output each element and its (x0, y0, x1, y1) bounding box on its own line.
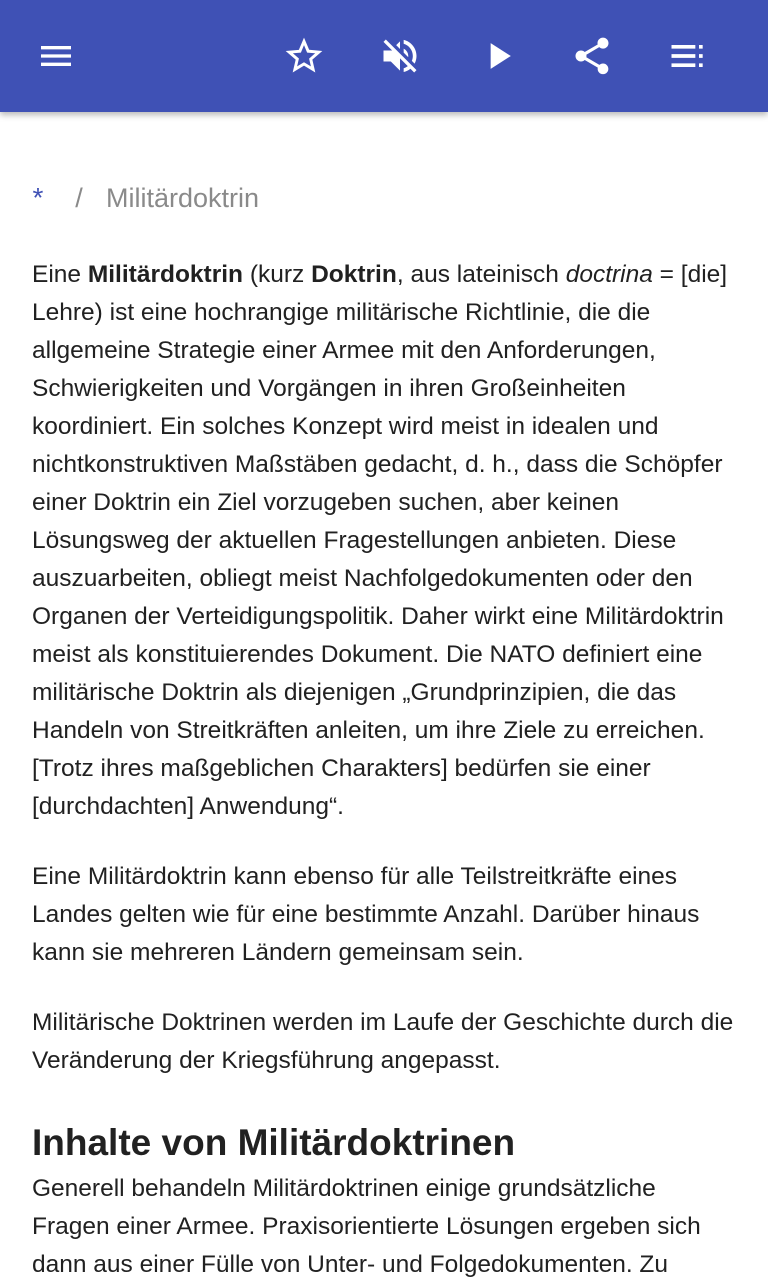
playlist-icon (666, 34, 710, 78)
mute-button[interactable] (372, 28, 428, 84)
paragraph-3: Militärische Doktrinen werden im Laufe der Geschichte durch die Veränderung der Kriegsführung angepasst. (32, 1009, 734, 1074)
favorite-button[interactable] (276, 28, 332, 84)
star-outline-icon (282, 34, 326, 78)
app-bar (0, 0, 768, 112)
breadcrumb-home-link[interactable]: * (32, 182, 44, 213)
share-icon (570, 34, 614, 78)
menu-button[interactable] (28, 28, 84, 84)
volume-off-icon (378, 34, 422, 78)
term-doctrina: doctrina (565, 261, 653, 288)
play-button[interactable] (470, 28, 526, 84)
breadcrumb-separator: / (75, 183, 83, 213)
play-icon (476, 34, 520, 78)
paragraph-4: Generell behandeln Militärdoktrinen einige grundsätzliche Fragen einer Armee. Praxisorientierte Lösungen ergeben sich dann aus einer Fülle von Unter- und Folgedokumenten. Zu (32, 1175, 701, 1278)
term-doktrin: Doktrin (311, 261, 397, 288)
breadcrumb (24, 176, 259, 220)
paragraph-2: Eine Militärdoktrin kann ebenso für alle Teilstreitkräfte eines Landes gelten wie für eine bestimmte Anzahl. Darüber hinaus kann sie mehreren Ländern gemeinsam sein. (32, 863, 700, 966)
share-button[interactable] (564, 28, 620, 84)
contents-button[interactable] (660, 28, 716, 84)
breadcrumb-current: Militärdoktrin (106, 183, 260, 213)
section-heading: Inhalte von Militärdoktrinen (32, 1122, 516, 1163)
menu-icon (36, 36, 76, 76)
intro-paragraph: Eine Militärdoktrin (kurz Doktrin, aus lateinisch doctrina = [die] Lehre) ist eine hochrangige militärische Richtlinie, die die allgemeine Strategie einer Armee mit den Anforderungen, Schwierigkeiten und Vorgängen in ihren Großeinheiten koordiniert. Ein solches Konzept wird meist in idealen und nichtkonstruktiven Maßstäben gedacht, d. h., dass die Schöpfer einer Doktrin ein Ziel vorzugeben suchen, aber keinen Lösungsweg der aktuellen Fragestellungen anbieten. Diese auszuarbeiten, obliegt meist Nachfolgedokumenten oder den Organen der Verteidigungspolitik. Daher wirkt eine Militärdoktrin meist als konstituierendes Dokument. Die NATO definiert eine militärische Doktrin als diejenigen „Grundprinzipien, die das Handeln von Streitkräften anleiten, um ihre Ziele zu erreichen. [Trotz ihres maßgeblichen Charakters] bedürfen sie einer [durchdachten] Anwendung“. (32, 261, 728, 820)
term-militaerdoktrin: Militärdoktrin (87, 261, 244, 288)
